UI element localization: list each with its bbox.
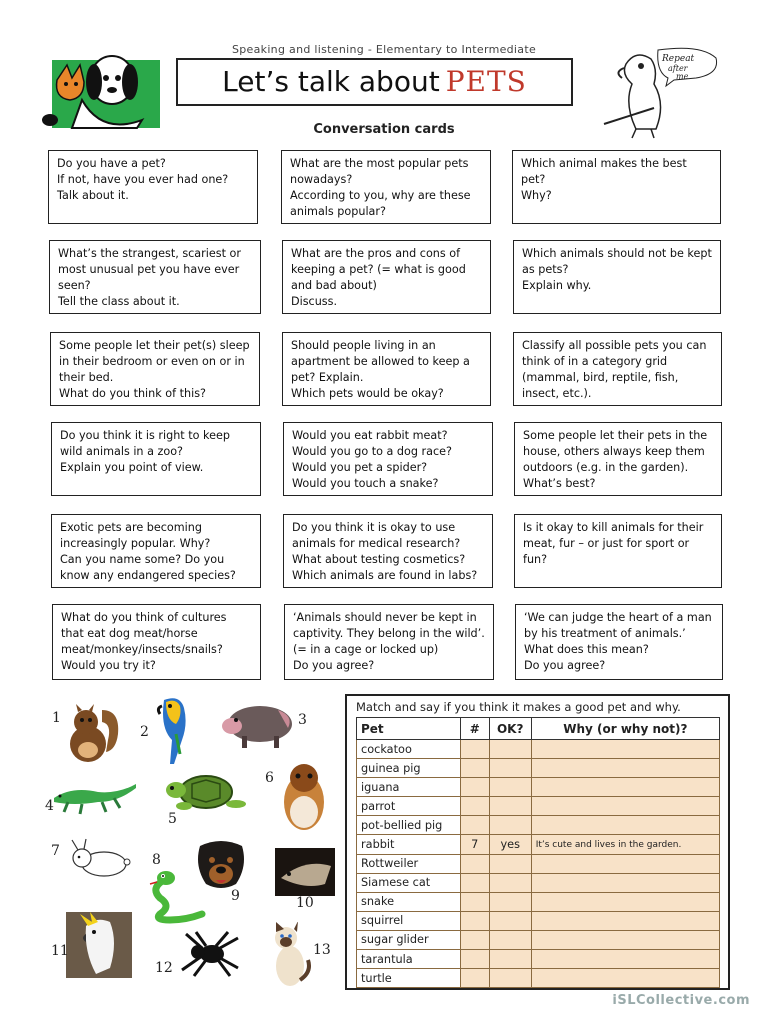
title-highlight: PETS bbox=[445, 65, 527, 98]
picture-number: 5 bbox=[168, 811, 177, 827]
ok-answer-cell[interactable]: yes bbox=[489, 835, 531, 854]
pet-name-cell[interactable]: Rottweiler bbox=[357, 854, 461, 873]
section-title: Conversation cards bbox=[313, 122, 455, 137]
ok-answer-cell[interactable] bbox=[489, 930, 531, 949]
table-row bbox=[357, 759, 720, 778]
reason-cell[interactable] bbox=[531, 797, 719, 816]
table-row bbox=[357, 816, 720, 835]
picture-number-cell[interactable] bbox=[460, 911, 489, 930]
picture-number: 3 bbox=[298, 712, 307, 728]
picture-number-cell[interactable] bbox=[460, 740, 489, 759]
pet-name-cell[interactable]: cockatoo bbox=[357, 740, 461, 759]
table-row bbox=[357, 778, 720, 797]
worksheet-subtitle: Speaking and listening - Elementary to Intermediate bbox=[231, 43, 537, 56]
ok-answer-cell[interactable] bbox=[489, 892, 531, 911]
conversation-card: What do you think of cultures that eat dog meat/horse meat/monkey/insects/snails? Would you try it? bbox=[52, 604, 261, 680]
pet-name-cell[interactable]: parrot bbox=[357, 797, 461, 816]
turtle-picture bbox=[160, 768, 254, 812]
reason-cell[interactable] bbox=[531, 740, 719, 759]
pot-bellied-pig-picture bbox=[218, 698, 298, 750]
picture-number: 12 bbox=[155, 960, 173, 976]
title-text: Let’s talk about bbox=[222, 65, 440, 98]
conversation-card: Classify all possible pets you can think of in a category grid (mammal, bird, reptile, fish, insect, etc.). bbox=[513, 332, 722, 406]
picture-number-cell[interactable] bbox=[460, 950, 489, 969]
sugar-glider-picture bbox=[275, 848, 335, 896]
table-row bbox=[357, 930, 720, 949]
ok-answer-cell[interactable] bbox=[489, 873, 531, 892]
table-header-row bbox=[357, 718, 720, 740]
reason-cell[interactable] bbox=[531, 759, 719, 778]
conversation-card: Is it okay to kill animals for their meat, fur – or just for sport or fun? bbox=[514, 514, 722, 588]
reason-cell[interactable] bbox=[531, 892, 719, 911]
pet-name-cell[interactable]: iguana bbox=[357, 778, 461, 797]
ok-answer-cell[interactable] bbox=[489, 740, 531, 759]
reason-cell[interactable] bbox=[531, 969, 719, 988]
table-row bbox=[357, 797, 720, 816]
conversation-card: Would you eat rabbit meat? Would you go to a dog race? Would you pet a spider? Would you touch a snake? bbox=[283, 422, 493, 496]
tarantula-picture bbox=[172, 930, 242, 980]
pet-name-cell[interactable]: snake bbox=[357, 892, 461, 911]
column-header-ok: OK? bbox=[489, 718, 531, 740]
conversation-card: Should people living in an apartment be allowed to keep a pet? Explain. Which pets would be okay? bbox=[282, 332, 491, 406]
conversation-card: Which animals should not be kept as pets? Explain why. bbox=[513, 240, 721, 314]
reason-cell[interactable] bbox=[531, 930, 719, 949]
picture-number-cell[interactable] bbox=[460, 797, 489, 816]
picture-number: 10 bbox=[296, 895, 314, 911]
reason-cell[interactable] bbox=[531, 873, 719, 892]
picture-number-cell[interactable] bbox=[460, 873, 489, 892]
pet-name-cell[interactable]: rabbit bbox=[357, 835, 461, 854]
picture-number: 4 bbox=[45, 798, 54, 814]
picture-number-cell[interactable]: 7 bbox=[460, 835, 489, 854]
svg-text:Repeat: Repeat bbox=[662, 54, 695, 64]
conversation-card: What are the most popular pets nowadays? According to you, why are these animals popular? bbox=[281, 150, 491, 224]
cockatoo-picture bbox=[66, 912, 132, 978]
conversation-card: Do you think it is okay to use animals for medical research? What about testing cosmetics? Which animals are found in labs? bbox=[283, 514, 493, 588]
table-row bbox=[357, 969, 720, 988]
picture-number: 7 bbox=[51, 843, 60, 859]
siamese-cat-picture bbox=[264, 922, 314, 988]
pet-name-cell[interactable]: guinea pig bbox=[357, 759, 461, 778]
ok-answer-cell[interactable] bbox=[489, 950, 531, 969]
page-title bbox=[176, 58, 573, 106]
picture-number-cell[interactable] bbox=[460, 816, 489, 835]
pet-name-cell[interactable]: pot-bellied pig bbox=[357, 816, 461, 835]
ok-answer-cell[interactable] bbox=[489, 816, 531, 835]
table-row bbox=[357, 835, 720, 854]
iguana-picture bbox=[52, 776, 138, 816]
picture-number-cell[interactable] bbox=[460, 854, 489, 873]
pet-name-cell[interactable]: tarantula bbox=[357, 950, 461, 969]
conversation-card: What are the pros and cons of keeping a pet? (= what is good and bad about) Discuss. bbox=[282, 240, 491, 314]
table-row bbox=[357, 740, 720, 759]
reason-cell[interactable] bbox=[531, 911, 719, 930]
ok-answer-cell[interactable] bbox=[489, 778, 531, 797]
snake-picture bbox=[146, 868, 206, 924]
reason-cell[interactable] bbox=[531, 854, 719, 873]
column-header-pet: Pet bbox=[357, 718, 461, 740]
picture-number: 11 bbox=[51, 943, 69, 959]
pet-name-cell[interactable]: sugar glider bbox=[357, 930, 461, 949]
squirrel-picture bbox=[62, 700, 122, 766]
table-row bbox=[357, 911, 720, 930]
conversation-card: What’s the strangest, scariest or most unusual pet you have ever seen? Tell the class about it. bbox=[49, 240, 261, 314]
conversation-card: ‘Animals should never be kept in captivity. They belong in the wild’. (= in a cage or locked up) Do you agree? bbox=[284, 604, 494, 680]
conversation-card: Some people let their pets in the house, others always keep them outdoors (e.g. in the garden). What’s best? bbox=[514, 422, 722, 496]
ok-answer-cell[interactable] bbox=[489, 911, 531, 930]
picture-number: 9 bbox=[231, 888, 240, 904]
picture-number-cell[interactable] bbox=[460, 778, 489, 797]
table-row bbox=[357, 873, 720, 892]
picture-number-cell[interactable] bbox=[460, 892, 489, 911]
picture-number: 1 bbox=[52, 710, 61, 726]
picture-number-cell[interactable] bbox=[460, 759, 489, 778]
pet-name-cell[interactable]: Siamese cat bbox=[357, 873, 461, 892]
guinea-pig-picture bbox=[280, 758, 328, 832]
svg-text:me: me bbox=[676, 72, 689, 81]
column-header-number: # bbox=[460, 718, 489, 740]
picture-number: 6 bbox=[265, 770, 274, 786]
ok-answer-cell[interactable] bbox=[489, 854, 531, 873]
ok-answer-cell[interactable] bbox=[489, 759, 531, 778]
conversation-card: Do you have a pet? If not, have you ever had one? Talk about it. bbox=[48, 150, 258, 224]
picture-number: 8 bbox=[152, 852, 161, 868]
pet-matching-table bbox=[356, 717, 720, 988]
picture-number-cell[interactable] bbox=[460, 969, 489, 988]
table-row bbox=[357, 854, 720, 873]
rabbit-picture bbox=[64, 838, 134, 878]
table-row bbox=[357, 950, 720, 969]
ok-answer-cell[interactable] bbox=[489, 969, 531, 988]
conversation-card: Exotic pets are becoming increasingly popular. Why? Can you name some? Do you know any endangered species? bbox=[51, 514, 261, 588]
picture-number: 13 bbox=[313, 942, 331, 958]
picture-number: 2 bbox=[140, 724, 149, 740]
pet-name-cell[interactable]: squirrel bbox=[357, 911, 461, 930]
reason-cell[interactable] bbox=[531, 778, 719, 797]
reason-cell[interactable]: It’s cute and lives in the garden. bbox=[531, 835, 719, 854]
svg-text:after: after bbox=[668, 64, 688, 73]
matching-instruction: Match and say if you think it makes a good pet and why. bbox=[356, 700, 681, 714]
dog-and-cat-illustration bbox=[42, 40, 162, 130]
reason-cell[interactable] bbox=[531, 816, 719, 835]
picture-number-cell[interactable] bbox=[460, 930, 489, 949]
ok-answer-cell[interactable] bbox=[489, 797, 531, 816]
column-header-why: Why (or why not)? bbox=[531, 718, 719, 740]
conversation-card: ‘We can judge the heart of a man by his treatment of animals.’ What does this mean? Do you agree? bbox=[515, 604, 723, 680]
site-watermark: iSLCollective.com bbox=[612, 993, 750, 1008]
conversation-card: Do you think it is right to keep wild animals in a zoo? Explain you point of view. bbox=[51, 422, 261, 496]
pet-name-cell[interactable]: turtle bbox=[357, 969, 461, 988]
table-row bbox=[357, 892, 720, 911]
conversation-card: Some people let their pet(s) sleep in their bedroom or even on or in their bed. What do you think of this? bbox=[50, 332, 260, 406]
reason-cell[interactable] bbox=[531, 950, 719, 969]
parrot-picture bbox=[150, 694, 196, 766]
conversation-card: Which animal makes the best pet? Why? bbox=[512, 150, 721, 224]
